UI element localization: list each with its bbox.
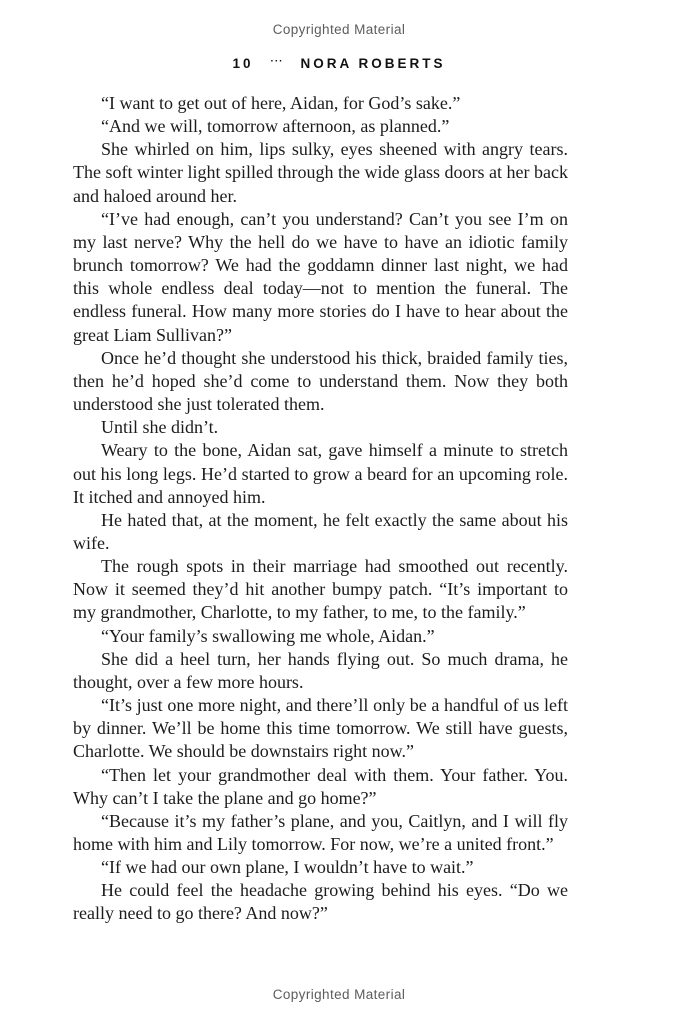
paragraph: “It’s just one more night, and there’ll only be a handful of us left by dinner. We’ll be home this time tomorrow. We still have guests, Charlotte. We should be downstairs right now.” — [73, 695, 568, 762]
running-header — [0, 56, 678, 71]
header-separator-dots-icon: ··· — [270, 56, 284, 67]
body-text — [73, 92, 568, 926]
paragraph: Once he’d thought she understood his thick, braided family ties, then he’d hoped she’d come to understand them. Now they both understood she just tolerated them. — [73, 347, 568, 415]
paragraph: Weary to the bone, Aidan sat, gave himself a minute to stretch out his long legs. He’d started to grow a beard for an upcoming role. It itched and annoyed him. — [73, 440, 568, 507]
paragraph: He hated that, at the moment, he felt exactly the same about his wife. — [73, 509, 568, 553]
paragraph: “Then let your grandmother deal with them. Your father. You. Why can’t I take the plane and go home?” — [73, 764, 568, 808]
copyright-notice-top: Copyrighted Material — [272, 22, 406, 37]
page-number: 10 — [232, 56, 254, 71]
paragraph: She did a heel turn, her hands flying out. So much drama, he thought, over a few more hours. — [73, 648, 568, 692]
paragraph: The rough spots in their marriage had smoothed out recently. Now it seemed they’d hit another bumpy patch. “It’s important to my grandmother, Charlotte, to my father, to me, to the family.” — [73, 556, 568, 623]
paragraph: “Your family’s swallowing me whole, Aidan.” — [101, 625, 435, 646]
paragraph: “If we had our own plane, I wouldn’t have to wait.” — [101, 857, 474, 878]
paragraph: “I’ve had enough, can’t you understand? Can’t you see I’m on my last nerve? Why the hell do we have to have an idiotic family brunch tomorrow? We had the goddamn dinner last night, we had this whole endless deal today—not to mention the funeral. The endless funeral. How many more stories do I have to hear about the great Liam Sullivan?” — [73, 208, 568, 345]
paragraph: “I want to get out of here, Aidan, for God’s sake.” — [101, 93, 461, 113]
paragraph: “And we will, tomorrow afternoon, as planned.” — [101, 116, 450, 137]
paragraph: She whirled on him, lips sulky, eyes sheened with angry tears. The soft winter light spilled through the wide glass doors at her back and haloed around her. — [73, 139, 568, 206]
paragraph: Until she didn’t. — [101, 417, 219, 438]
author-name: NORA ROBERTS — [300, 56, 446, 71]
paragraph: “Because it’s my father’s plane, and you, Caitlyn, and I will fly home with him and Lily tomorrow. For now, we’re a united front.” — [73, 810, 568, 854]
paragraph: He could feel the headache growing behind his eyes. “Do we really need to go there? And now?” — [73, 880, 568, 924]
copyright-notice-bottom: Copyrighted Material — [272, 987, 406, 1002]
